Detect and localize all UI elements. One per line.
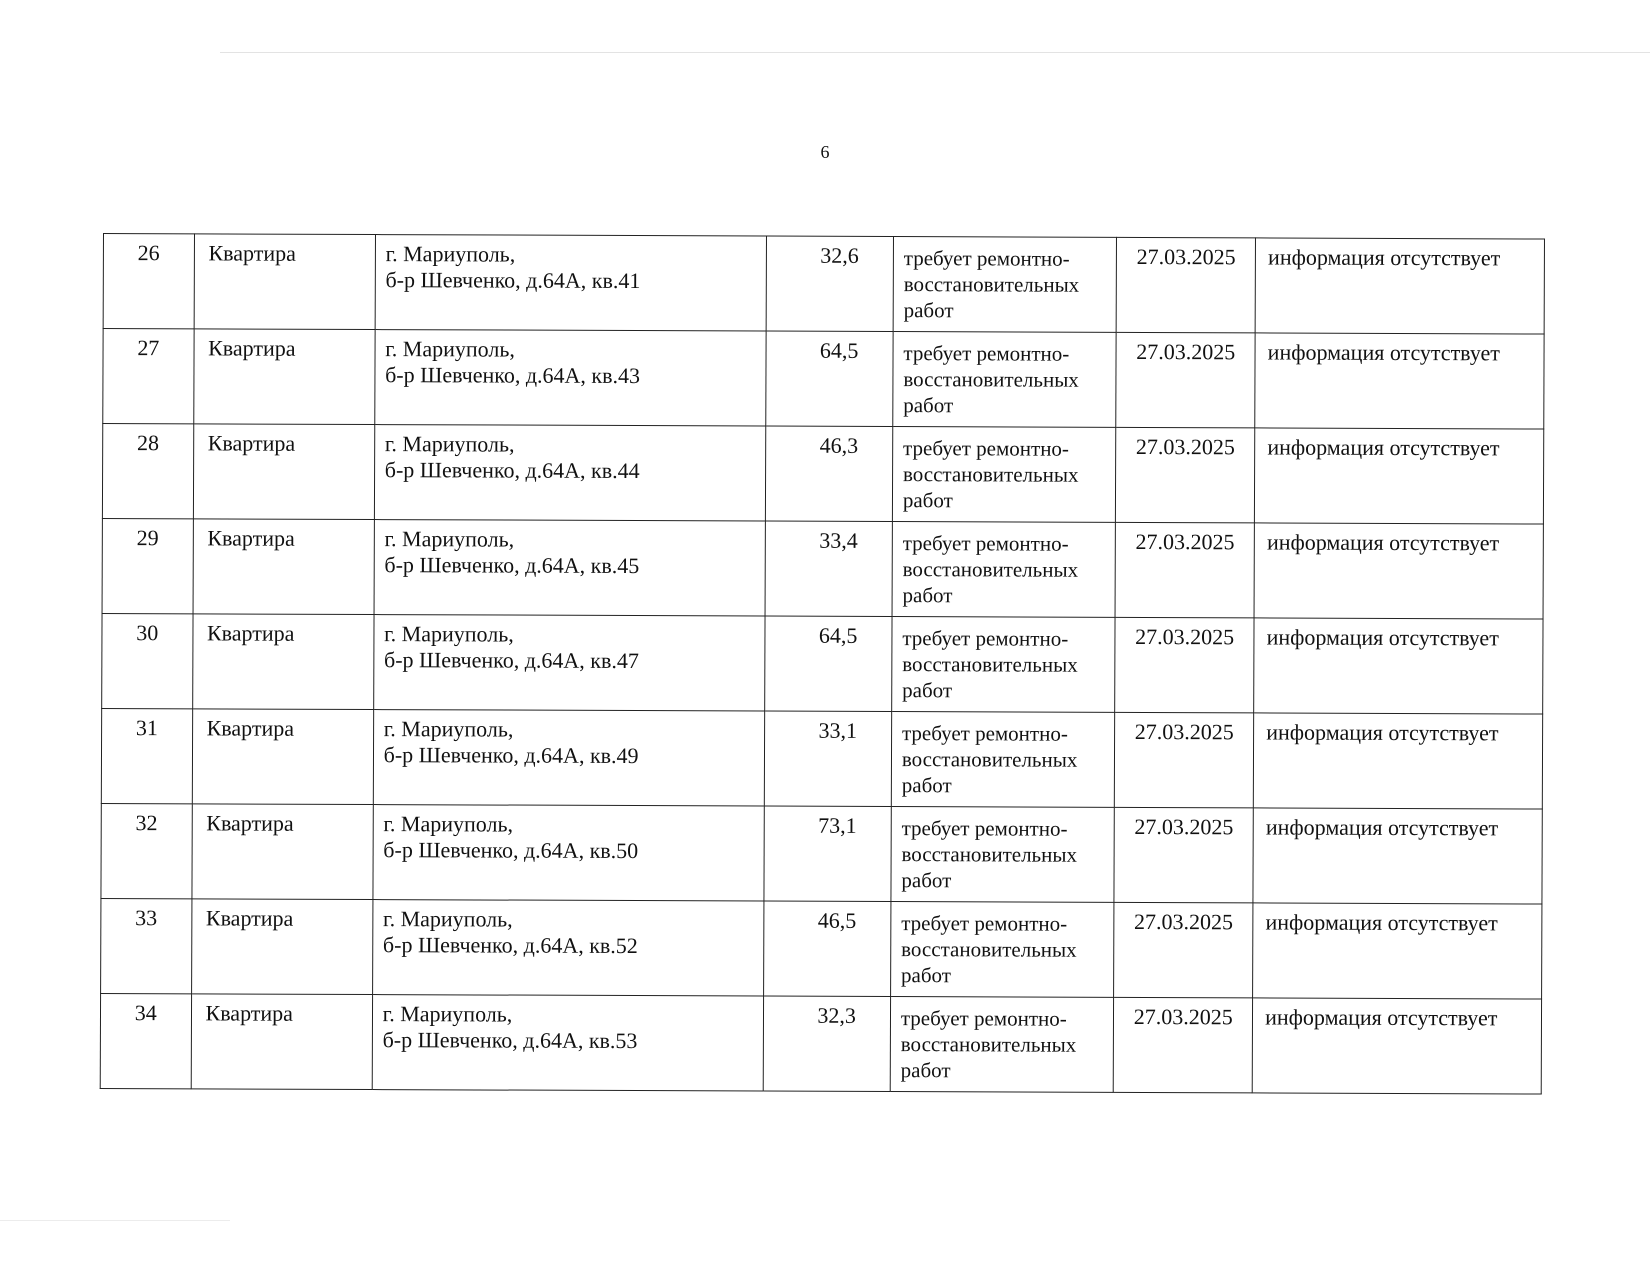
object-condition: требует ремонтно-восстановительных работ [891,712,1115,808]
object-address [374,520,766,617]
object-address [372,995,764,1092]
table-row [103,329,1544,430]
object-type: Квартира [192,709,373,805]
object-condition: требует ремонтно-восстановительных работ [890,997,1114,1093]
row-number: 33 [101,898,192,993]
address-city: г. Мариуполь, [383,716,514,742]
address-city: г. Мариуполь, [383,811,514,837]
owner-info: информация отсутствует [1252,998,1541,1094]
object-area: 64,5 [765,616,892,711]
page-number: 6 [820,142,830,162]
address-city: г. Мариуполь, [384,431,515,457]
address-street: б-р Шевченко, д.64А, кв.41 [385,267,641,294]
object-area: 33,1 [764,711,891,806]
table-row [100,993,1541,1094]
scan-edge-line [220,52,1650,53]
object-address [374,330,766,427]
object-area: 64,5 [766,331,893,426]
address-street: б-р Шевченко, д.64А, кв.53 [382,1027,638,1054]
object-area: 46,3 [766,426,893,521]
object-condition: требует ремонтно-восстановительных работ [890,902,1114,998]
address-city: г. Мариуполь, [385,241,516,267]
object-type: Квартира [192,804,373,900]
row-number: 32 [101,803,192,898]
table-row [101,708,1542,809]
object-area: 32,6 [766,236,893,331]
inspection-date: 27.03.2025 [1115,522,1254,618]
object-address [373,805,765,902]
object-area: 73,1 [764,806,891,901]
table-row [101,803,1542,904]
table-row [102,613,1543,714]
address-street: б-р Шевченко, д.64А, кв.43 [385,362,641,389]
object-area: 33,4 [765,521,892,616]
row-number: 26 [103,234,194,329]
object-type: Квартира [193,329,374,425]
object-address [373,710,765,807]
address-city: г. Мариуполь, [384,526,515,552]
address-city: г. Мариуполь, [383,906,513,932]
inspection-date: 27.03.2025 [1116,237,1255,333]
object-condition: требует ремонтно-восстановительных работ [891,807,1115,903]
table-row [101,898,1542,999]
inspection-date: 27.03.2025 [1115,712,1254,808]
object-address [372,900,764,997]
owner-info: информация отсутствует [1254,523,1543,619]
row-number: 29 [102,518,193,613]
address-city: г. Мариуполь, [382,1001,513,1027]
owner-info: информация отсутствует [1255,238,1544,334]
owner-info: информация отсутствует [1253,903,1542,999]
table-row [102,518,1543,619]
object-condition: требует ремонтно-восстановительных работ [892,522,1116,618]
object-area: 32,3 [763,996,890,1091]
object-condition: требует ремонтно-восстановительных работ [893,332,1117,428]
owner-info: информация отсутствует [1255,333,1544,429]
owner-info: информация отсутствует [1254,618,1543,714]
inspection-date: 27.03.2025 [1114,997,1253,1093]
address-city: г. Мариуполь, [385,336,515,362]
object-type: Квартира [191,994,372,1090]
property-table [100,233,1545,1095]
object-condition: требует ремонтно-восстановительных работ [892,617,1116,713]
object-type: Квартира [194,234,375,330]
row-number: 31 [101,708,192,803]
inspection-date: 27.03.2025 [1114,902,1253,998]
owner-info: информация отсутствует [1253,808,1542,904]
object-condition: требует ремонтно-восстановительных работ [892,427,1116,523]
owner-info: информация отсутствует [1253,713,1542,809]
address-street: б-р Шевченко, д.64А, кв.45 [384,552,640,579]
row-number: 34 [100,993,191,1088]
object-type: Квартира [193,519,374,615]
table-row [103,234,1544,335]
object-address [375,235,767,332]
address-city: г. Мариуполь, [384,621,514,647]
property-table-body [100,234,1544,1095]
inspection-date: 27.03.2025 [1116,427,1255,523]
object-type: Квартира [193,424,374,520]
row-number: 28 [102,424,193,519]
inspection-date: 27.03.2025 [1114,807,1253,903]
table-row [102,424,1543,525]
row-number: 30 [102,613,193,708]
object-address [373,615,765,712]
object-type: Квартира [191,899,372,995]
object-area: 46,5 [764,901,891,996]
inspection-date: 27.03.2025 [1116,332,1255,428]
object-address [374,425,766,522]
address-street: б-р Шевченко, д.64А, кв.50 [383,837,639,864]
object-condition: требует ремонтно-восстановительных работ [893,237,1117,333]
address-street: б-р Шевченко, д.64А, кв.44 [384,457,640,484]
owner-info: информация отсутствует [1255,428,1544,524]
row-number: 27 [103,329,194,424]
address-street: б-р Шевченко, д.64А, кв.47 [384,647,639,674]
address-street: б-р Шевченко, д.64А, кв.49 [383,742,639,769]
inspection-date: 27.03.2025 [1115,617,1254,713]
object-type: Квартира [192,614,373,710]
scan-edge-line [0,1220,230,1221]
address-street: б-р Шевченко, д.64А, кв.52 [382,932,638,959]
